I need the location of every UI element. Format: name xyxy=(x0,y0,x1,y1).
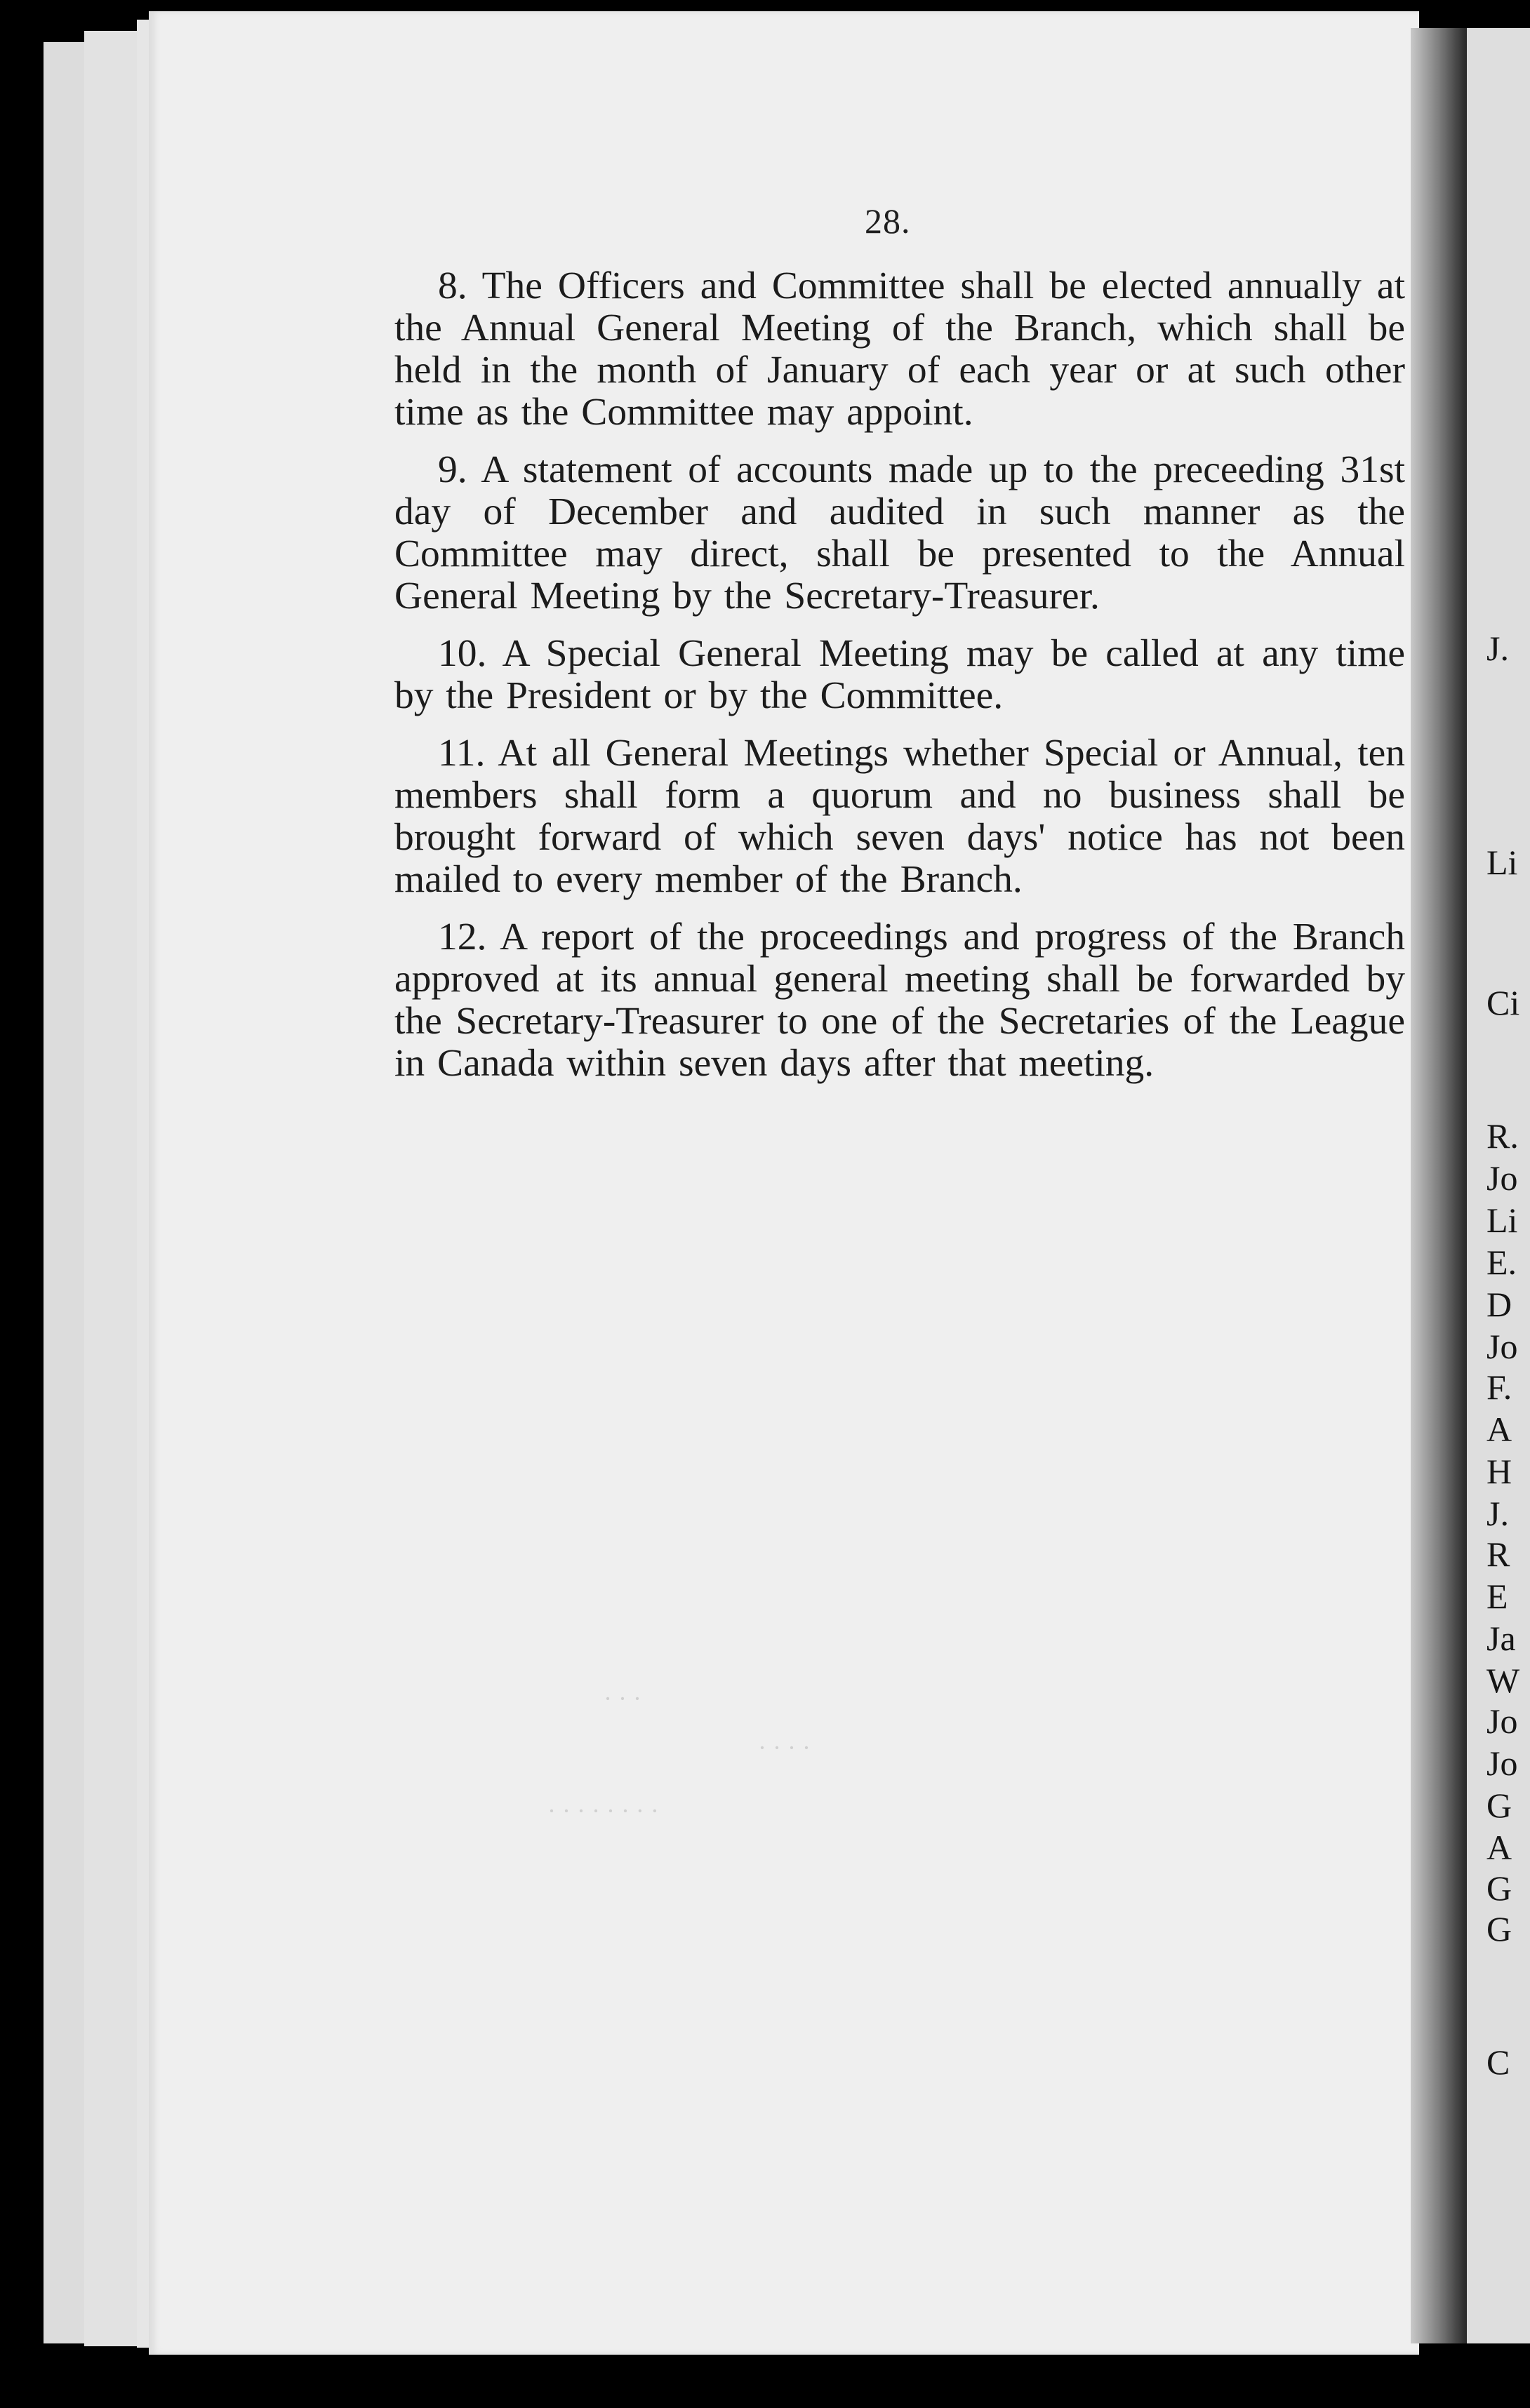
clause-9: 9. A statement of accounts made up to the preceeding 31st day of December and audited in such manner as the Committee may direct, shall be presented to the Annual General Meeting by the Secretary-Treasurer. xyxy=(394,448,1405,617)
facing-page-fragment: A xyxy=(1486,1410,1512,1449)
clause-12: 12. A report of the proceedings and progress of the Branch approved at its annual general meeting shall be forwarded by the Secretary-Treasurer to one of the Secretaries of the League in Canada within seven days after that meeting. xyxy=(394,916,1405,1085)
facing-page-fragment: Jo xyxy=(1486,1327,1518,1366)
constitution-clauses xyxy=(394,265,1405,1100)
clause-11: 11. At all General Meetings whether Special or Annual, ten members shall form a quorum and no business shall be brought forward of which seven days' notice has not been mailed to every member of the Branch. xyxy=(394,732,1405,901)
facing-page-fragment: Jo xyxy=(1486,1158,1518,1198)
facing-page-text xyxy=(1486,0,1530,2408)
facing-page-fragment: Jo xyxy=(1486,1701,1518,1741)
facing-page-fragment: E. xyxy=(1486,1243,1517,1282)
facing-page-fragment: A xyxy=(1486,1828,1512,1867)
facing-page-fragment: H xyxy=(1486,1452,1512,1491)
facing-page-fragment: Ja xyxy=(1486,1619,1516,1658)
facing-page-fragment: E xyxy=(1486,1577,1508,1616)
page-number: 28. xyxy=(865,201,911,241)
facing-page-fragment: D xyxy=(1486,1285,1512,1324)
facing-page-fragment: F. xyxy=(1486,1367,1512,1407)
facing-page-fragment: Li xyxy=(1486,843,1518,882)
bleed-through-text: · · · · xyxy=(758,1734,811,1762)
facing-page-fragment: W xyxy=(1486,1661,1520,1700)
facing-page-fragment: G xyxy=(1486,1868,1512,1908)
bleed-through-text: · · · xyxy=(604,1685,641,1713)
bleed-through-text: · · · · · · · · xyxy=(547,1797,659,1825)
facing-page-fragment: C xyxy=(1486,2042,1510,2082)
facing-page-fragment: Li xyxy=(1486,1200,1518,1240)
facing-page-fragment: G xyxy=(1486,1786,1512,1825)
facing-page-fragment: Ci xyxy=(1486,983,1520,1022)
facing-page-fragment: R. xyxy=(1486,1116,1519,1156)
facing-page-fragment: R xyxy=(1486,1534,1510,1574)
facing-page-fragment: G xyxy=(1486,1909,1512,1948)
clause-8: 8. The Officers and Committee shall be elected annually at the Annual General Meeting of the Branch, which shall be held in the month of January of each year or at such other time as the Committee may appoint. xyxy=(394,265,1405,434)
clause-10: 10. A Special General Meeting may be called at any time by the President or by the Committee. xyxy=(394,632,1405,717)
facing-page-fragment: Jo xyxy=(1486,1744,1518,1783)
facing-page-fragment: J. xyxy=(1486,1494,1509,1533)
facing-page-fragment: J. xyxy=(1486,629,1509,668)
book-gutter-shadow xyxy=(1411,28,1474,2343)
